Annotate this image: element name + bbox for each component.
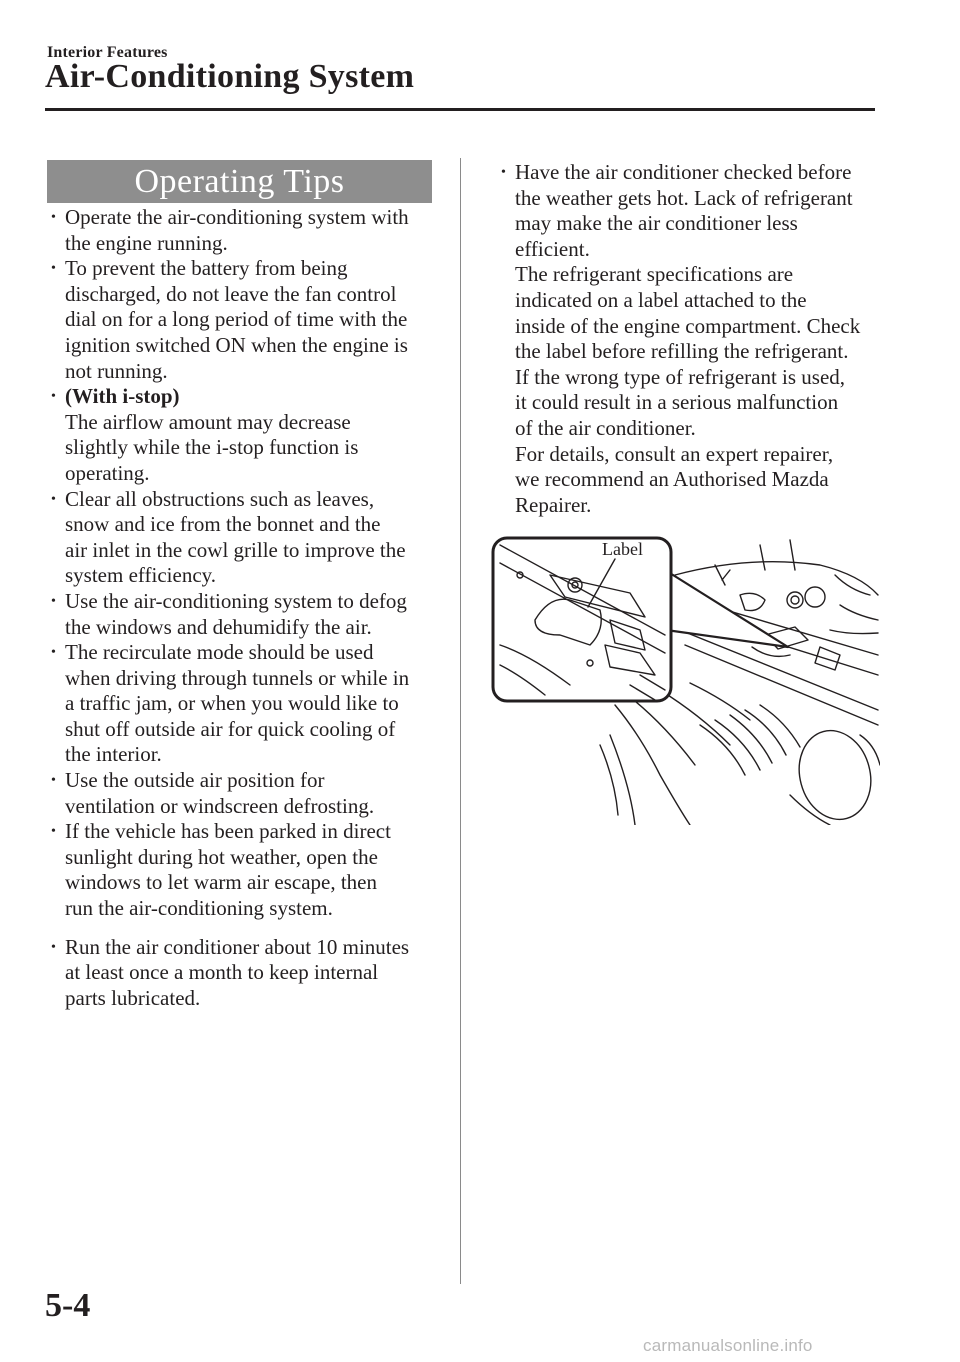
bullet-line: snow and ice from the bonnet and the bbox=[65, 512, 381, 537]
label-callout bbox=[493, 538, 671, 701]
bullet-line: If the wrong type of refrigerant is used, bbox=[515, 364, 846, 389]
bullet-line: • Use the air-conditioning system to defog bbox=[65, 588, 407, 613]
section-label: Interior Features bbox=[47, 44, 168, 61]
bullet-line: dial on for a long period of time with the bbox=[65, 307, 408, 332]
bullet-line: shut off outside air for quick cooling of bbox=[65, 716, 396, 741]
callout-label-text: Label bbox=[602, 539, 643, 559]
list-item bbox=[497, 160, 897, 518]
bullet-line: ignition switched ON when the engine is bbox=[65, 332, 408, 357]
bullet-line: inside of the engine compartment. Check bbox=[515, 313, 861, 338]
list-item bbox=[47, 487, 442, 589]
right-bullet-list bbox=[497, 160, 897, 518]
header-rule bbox=[45, 108, 875, 111]
bullet-line: • Have the air conditioner checked before bbox=[515, 160, 852, 184]
bullet-line: the interior. bbox=[65, 742, 162, 767]
bullet-line: The airflow amount may decrease bbox=[65, 409, 351, 434]
bullet-line: • To prevent the battery from being bbox=[65, 256, 348, 281]
bullet-line: • The recirculate mode should be used bbox=[65, 640, 374, 665]
bullet-line: we recommend an Authorised Mazda bbox=[515, 467, 829, 492]
list-item bbox=[47, 640, 442, 768]
list-item bbox=[47, 256, 442, 384]
bullet-line: parts lubricated. bbox=[65, 985, 201, 1010]
bullet-line: at least once a month to keep internal bbox=[65, 960, 379, 985]
bullet-line: not running. bbox=[65, 358, 168, 383]
bullet-line: the engine running. bbox=[65, 230, 228, 255]
bullet-line: ventilation or windscreen defrosting. bbox=[65, 793, 375, 818]
bullet-line: The refrigerant specifications are bbox=[515, 262, 794, 287]
bullet-line: • Operate the air-conditioning system with bbox=[65, 205, 409, 229]
bullet-line: operating. bbox=[65, 460, 150, 485]
bullet-line: may make the air conditioner less bbox=[515, 211, 798, 236]
bullet-heading: • (With i-stop) bbox=[65, 384, 180, 409]
list-item bbox=[47, 935, 442, 1012]
bullet-line: discharged, do not leave the fan control bbox=[65, 281, 397, 306]
bullet-line: it could result in a serious malfunction bbox=[515, 390, 839, 415]
bullet-line: • Run the air conditioner about 10 minutes bbox=[65, 934, 410, 959]
chapter-title: Air-Conditioning System bbox=[45, 58, 415, 95]
bullet-line: of the air conditioner. bbox=[515, 415, 696, 440]
list-item bbox=[47, 819, 442, 921]
bullet-line: the weather gets hot. Lack of refrigerant bbox=[515, 185, 853, 210]
page-number: 5-4 bbox=[45, 1287, 91, 1324]
bullet-line: system efficiency. bbox=[65, 563, 217, 588]
bullet-line: when driving through tunnels or while in bbox=[65, 665, 410, 690]
engine-compartment-illustration bbox=[490, 535, 880, 825]
section-banner: Operating Tips bbox=[47, 160, 432, 203]
bullet-line: Repairer. bbox=[515, 492, 592, 517]
bullet-line: efficient. bbox=[515, 236, 590, 261]
bullet-line: the windows and dehumidify the air. bbox=[65, 614, 372, 639]
bullet-line: For details, consult an expert repairer, bbox=[515, 441, 834, 466]
bullet-line: air inlet in the cowl grille to improve the bbox=[65, 537, 406, 562]
bullet-line: windows to let warm air escape, then bbox=[65, 870, 377, 895]
list-item bbox=[47, 384, 442, 486]
bullet-line: the label before refilling the refrigerant. bbox=[515, 339, 849, 364]
column-divider bbox=[460, 158, 461, 1284]
bullet-line: • Clear all obstructions such as leaves, bbox=[65, 486, 375, 511]
bullet-line: sunlight during hot weather, open the bbox=[65, 844, 378, 869]
bullet-line: indicated on a label attached to the bbox=[515, 287, 807, 312]
list-item bbox=[47, 768, 442, 819]
watermark: carmanualsonline.info bbox=[643, 1336, 813, 1355]
bullet-line: slightly while the i-stop function is bbox=[65, 435, 359, 460]
bullet-line: run the air-conditioning system. bbox=[65, 896, 333, 921]
left-bullet-list bbox=[47, 205, 442, 1011]
bullet-line: a traffic jam, or when you would like to bbox=[65, 691, 399, 716]
list-item bbox=[47, 205, 442, 256]
bullet-line: • Use the outside air position for bbox=[65, 768, 325, 793]
bullet-line: • If the vehicle has been parked in direct bbox=[65, 819, 391, 844]
list-item bbox=[47, 589, 442, 640]
